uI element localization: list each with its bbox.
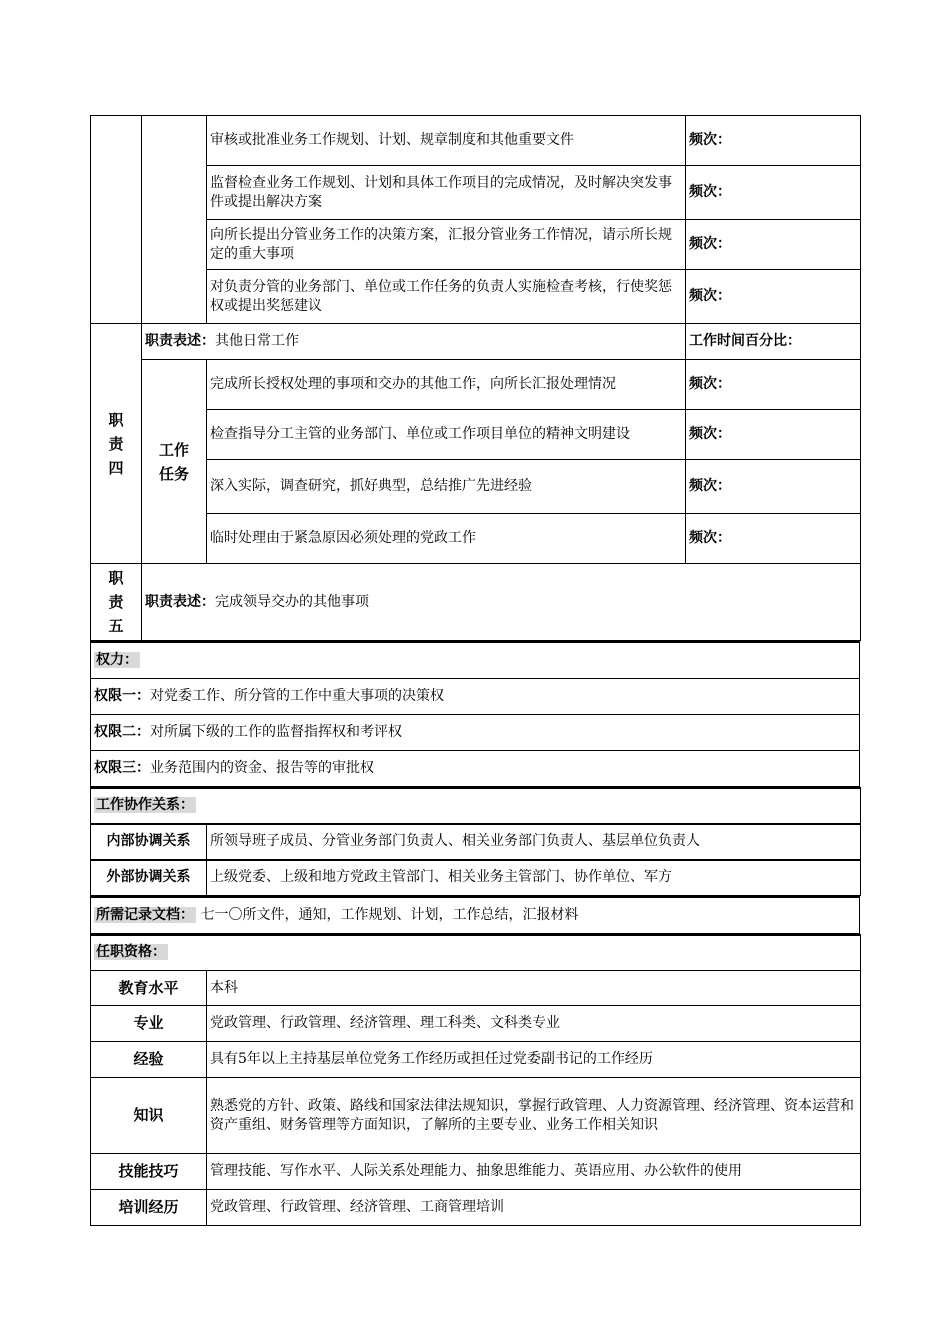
duty4-task-3: 深入实际，调查研究，抓好典型，总结推广先进经验 — [207, 460, 686, 514]
duty3-task-3-freq: 频次： — [686, 220, 861, 270]
skills-value: 管理技能、写作水平、人际关系处理能力、抽象思维能力、英语应用、办公软件的使用 — [207, 1154, 861, 1190]
major-value: 党政管理、行政管理、经济管理、理工科类、文科类专业 — [207, 1006, 861, 1042]
education-value: 本科 — [207, 971, 861, 1006]
duty3-task-label-cell — [142, 116, 207, 324]
experience-label: 经验 — [91, 1042, 207, 1078]
duty4-label — [91, 324, 142, 564]
training-label: 培训经历 — [91, 1190, 207, 1226]
duties-table — [90, 115, 861, 641]
internal-relations-text: 所领导班子成员、分管业务部门负责人、相关业务部门负责人、基层单位负责人 — [207, 824, 861, 860]
knowledge-label: 知识 — [91, 1078, 207, 1154]
duty3-task-4-freq: 频次： — [686, 270, 861, 324]
qualifications-table — [90, 934, 861, 1227]
records-text: 七一〇所文件，通知，工作规划、计划，工作总结，汇报材料 — [200, 906, 579, 923]
duty4-percentage: 工作时间百分比： — [686, 324, 861, 360]
power-item-2 — [91, 714, 860, 750]
major-label: 专业 — [91, 1006, 207, 1042]
qualifications-title-cell — [91, 935, 861, 971]
duty5-desc-text: 完成领导交办的其他事项 — [215, 593, 369, 610]
relations-title: 工作协作关系： — [96, 797, 194, 813]
power-item-1-text: 对党委工作、所分管的工作中重大事项的决策权 — [150, 687, 444, 704]
duty3-task-3: 向所长提出分管业务工作的决策方案，汇报分管业务工作情况，请示所长规定的重大事项 — [207, 220, 686, 270]
power-table — [90, 641, 860, 787]
duty5-description — [142, 564, 861, 641]
records-cell — [91, 897, 860, 933]
power-item-3 — [91, 750, 860, 786]
power-item-1 — [91, 678, 860, 714]
duty3-task-1-freq: 频次： — [686, 116, 861, 166]
power-item-1-label: 权限一： — [94, 687, 150, 704]
duty4-label-text: 职 责 四 — [108, 410, 124, 477]
duty4-task-4-freq: 频次： — [686, 514, 861, 564]
power-item-2-label: 权限二： — [94, 723, 150, 740]
relations-title-cell — [91, 788, 861, 824]
duty3-label-cell — [91, 116, 142, 324]
duty3-task-4: 对负责分管的业务部门、单位或工作任务的负责人实施检查考核，行使奖惩权或提出奖惩建议 — [207, 270, 686, 324]
duty4-task-1-freq: 频次： — [686, 360, 861, 410]
duty3-task-2-freq: 频次： — [686, 166, 861, 220]
duty4-task-3-freq: 频次： — [686, 460, 861, 514]
duty5-label-text: 职 责 五 — [108, 569, 124, 635]
knowledge-value: 熟悉党的方针、政策、路线和国家法律法规知识，掌握行政管理、人力资源管理、经济管理、资本运营和资产重组、财务管理等方面知识，了解所的主要专业、业务工作相关知识 — [207, 1078, 861, 1154]
experience-value: 具有5年以上主持基层单位党务工作经历或担任过党委副书记的工作经历 — [207, 1042, 861, 1078]
duty4-task-label — [142, 360, 207, 564]
records-table — [90, 896, 860, 934]
power-item-2-text: 对所属下级的工作的监督指挥权和考评权 — [150, 723, 402, 740]
duty4-desc-label: 职责表述： — [145, 333, 215, 349]
duty4-task-2: 检查指导分工主管的业务部门、单位或工作项目单位的精神文明建设 — [207, 410, 686, 460]
duty4-task-4: 临时处理由于紧急原因必须处理的党政工作 — [207, 514, 686, 564]
duty3-task-2: 监督检查业务工作规划、计划和具体工作项目的完成情况，及时解决突发事件或提出解决方案 — [207, 166, 686, 220]
training-value: 党政管理、行政管理、经济管理、工商管理培训 — [207, 1190, 861, 1226]
education-label: 教育水平 — [91, 971, 207, 1006]
power-item-3-label: 权限三： — [94, 759, 150, 776]
qualifications-title: 任职资格： — [96, 944, 166, 961]
duty4-task-2-freq: 频次： — [686, 410, 861, 460]
skills-label: 技能技巧 — [91, 1154, 207, 1190]
job-description-page — [90, 115, 860, 1226]
external-relations-label: 外部协调关系 — [91, 860, 207, 896]
power-item-3-text: 业务范围内的资金、报告等的审批权 — [150, 759, 374, 776]
internal-relations-label: 内部协调关系 — [91, 824, 207, 860]
duty4-desc-text: 其他日常工作 — [215, 333, 299, 349]
duty5-desc-label: 职责表述： — [145, 593, 215, 610]
duty5-label — [91, 564, 142, 641]
external-relations-text: 上级党委、上级和地方党政主管部门、相关业务主管部门、协作单位、军方 — [207, 860, 861, 896]
duty4-description — [142, 324, 686, 360]
duty4-task-label-text: 工作 任务 — [158, 440, 189, 483]
power-title: 权力： — [96, 651, 138, 668]
records-label: 所需记录文档： — [96, 906, 194, 923]
duty3-task-1: 审核或批准业务工作规划、计划、规章制度和其他重要文件 — [207, 116, 686, 166]
power-title-cell — [91, 642, 860, 678]
relations-table — [90, 787, 861, 897]
duty4-task-1: 完成所长授权处理的事项和交办的其他工作，向所长汇报处理情况 — [207, 360, 686, 410]
